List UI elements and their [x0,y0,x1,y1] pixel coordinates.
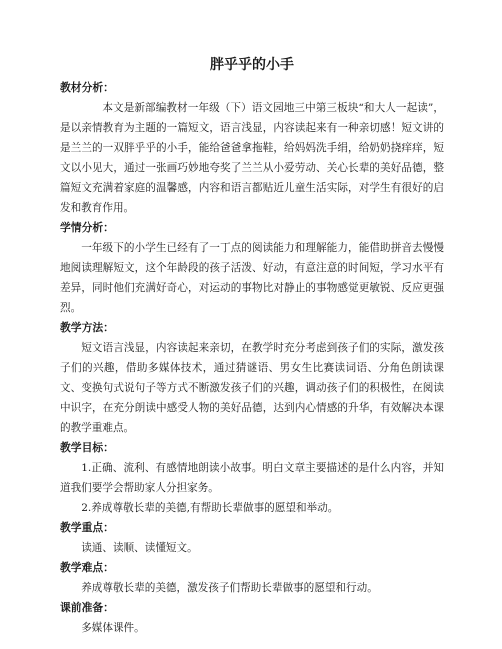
section-learner-analysis [60,218,444,318]
section-textbook-analysis [60,78,444,218]
section-heading: 教学难点： [60,561,114,574]
section-heading: 教学目标： [60,441,114,454]
section-heading: 教学方法： [60,321,114,334]
section-heading: 课前准备： [60,601,114,614]
section-paragraph: 本文是新部编教材一年级（下）语文园地三中第三板块“和大人一起读”，是以亲情教育为主题的一篇短文，语言浅显，内容读起来有一种亲切感！短文讲的是兰兰的一双胖乎乎的小手，能给爸爸拿拖鞋，给妈妈洗手绢，给奶奶挠痒痒，短文以小见大，通过一张画巧妙地夸奖了兰兰从小爱劳动、关心长辈的美好品德，整篇短文充满着家庭的温馨感，内容和语言都贴近儿童生活实际，对学生有很好的启发和教育作用。 [60,102,444,214]
section-paragraph: 一年级下的小学生已经有了一丁点的阅读能力和理解能力，能借助拼音去慢慢地阅读理解短文，这个年龄段的孩子活泼、好动，有意注意的时间短，学习水平有差异，同时他们充满好奇心，对运动的事物比对静止的事物感觉更敏锐、反应更强烈。 [60,242,444,314]
section-paragraph: 多媒体课件。 [81,622,145,634]
section-paragraph: 读通、读顺、读懂短文。 [81,542,198,554]
section-key-points [60,518,444,558]
section-heading: 教材分析： [60,81,114,94]
section-teaching-goals [60,438,444,518]
goal-item: 2.养成尊敬长辈的美德,有帮助长辈做事的愿望和举动。 [81,502,339,514]
document-title: 胖乎乎的小手 [210,57,294,73]
section-teaching-method [60,318,444,438]
section-paragraph: 短文语言浅显，内容读起来亲切，在教学时充分考虑到孩子们的实际，激发孩子们的兴趣，借助多媒体技术，通过猜谜语、男女生比赛读词语、分角色朗读课文、变换句式说句子等方式不断激发孩子们的兴趣，调动孩子们的积极性，在阅读中识字，在充分朗读中感受人物的美好品德，达到内心情感的升华，有效解决本课的教学重难点。 [60,342,444,434]
section-heading: 教学重点： [60,521,114,534]
section-preparation [60,598,444,638]
section-heading: 学情分析： [60,221,114,234]
goal-item: 1.正确、流利、有感情地朗读小故事。明白文章主要描述的是什么内容，并知道我们要学会帮助家人分担家务。 [60,462,444,494]
section-paragraph: 养成尊敬长辈的美德，激发孩子们帮助长辈做事的愿望和行动。 [81,582,378,594]
section-difficulties [60,558,444,598]
